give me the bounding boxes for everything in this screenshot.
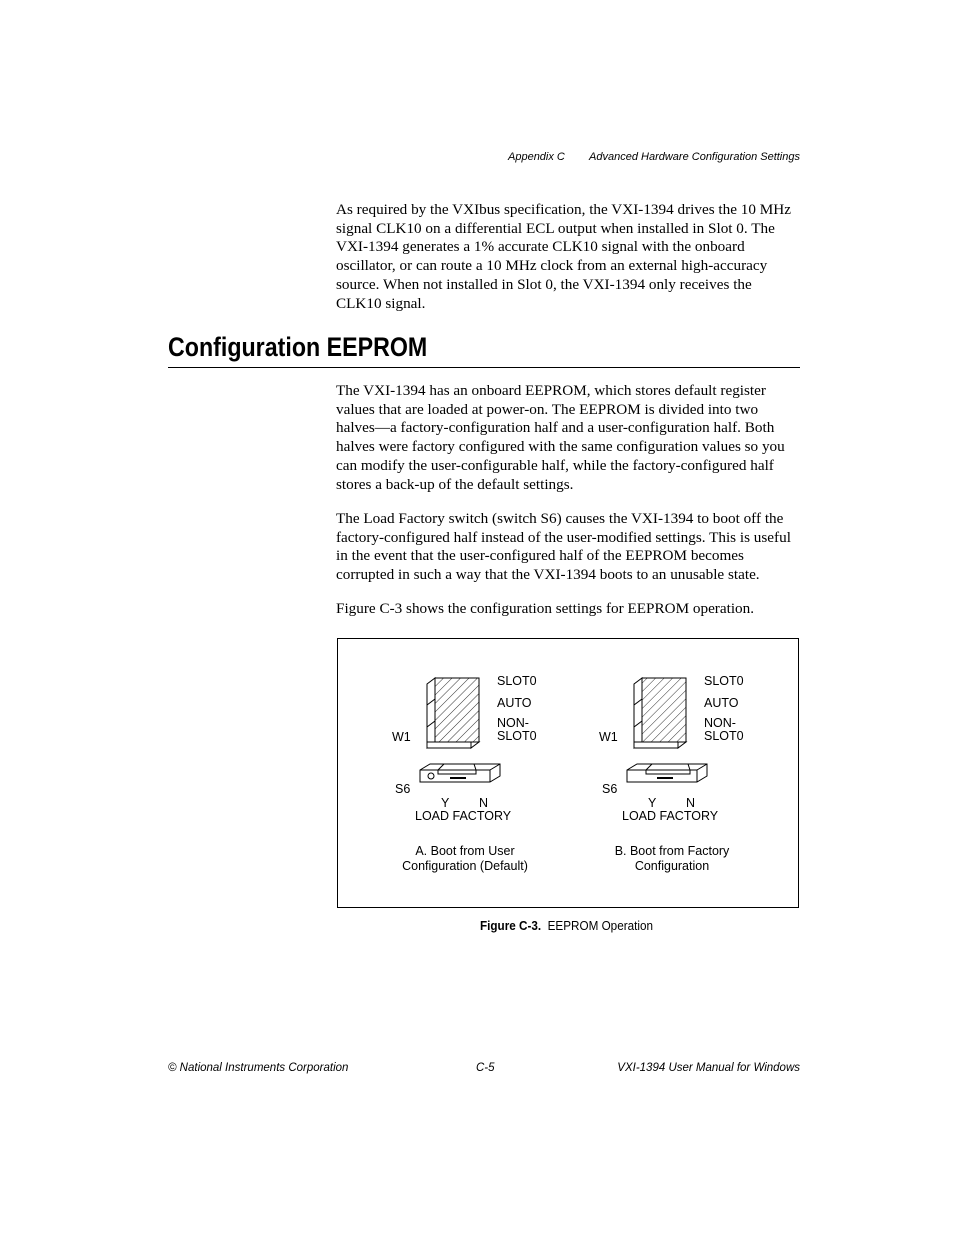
left-label-y: Y — [441, 796, 450, 810]
section-title: Configuration EEPROM — [168, 332, 428, 362]
right-label-y: Y — [648, 796, 657, 810]
right-label-nonslot0: SLOT0 — [704, 729, 744, 743]
right-subcaption-line2: Configuration — [634, 859, 710, 873]
left-label-nonslot0: SLOT0 — [497, 729, 537, 743]
jumper-w1-left — [427, 678, 479, 748]
header-chapter-title: Advanced Hardware Configuration Settings — [589, 151, 800, 163]
header-appendix: Appendix C — [508, 151, 565, 163]
right-label-non: NON- — [704, 716, 736, 730]
right-label-auto: AUTO — [704, 696, 739, 710]
right-label-s6: S6 — [602, 782, 618, 796]
switch-s6-left — [420, 764, 500, 782]
right-label-w1: W1 — [599, 730, 618, 744]
paragraph-figure-ref: Figure C-3 shows the configuration settings for EEPROM operation. — [336, 600, 755, 617]
left-label-auto: AUTO — [497, 696, 532, 710]
switch-s6-right — [627, 764, 707, 782]
footer-page-number: C-5 — [476, 1062, 495, 1074]
footer-manual-title: VXI-1394 User Manual for Windows — [617, 1062, 800, 1074]
paragraph-eeprom-intro: The VXI-1394 has an onboard EEPROM, which stores default register values that are loaded at power-on. The EEPROM is divided into two halves—a factory-configuration half and a user-configuration half. Both halves were factory configured with the same configuration values so you can modify the user-configurable half, while the factory-configured half stores a back-up of the default settings. — [336, 382, 785, 493]
footer-copyright: © National Instruments Corporation — [168, 1062, 349, 1074]
right-subcaption-line1: B. Boot from Factory — [614, 844, 730, 858]
figure-caption — [480, 918, 653, 933]
left-label-n: N — [479, 796, 489, 810]
figure-eeprom-operation — [337, 638, 799, 908]
section-rule — [168, 367, 800, 368]
left-label-load-factory: LOAD FACTORY — [415, 809, 512, 823]
left-subcaption-line2: Configuration (Default) — [402, 859, 528, 873]
right-label-load-factory: LOAD FACTORY — [622, 809, 719, 823]
right-label-n: N — [686, 796, 696, 810]
left-label-non: NON- — [497, 716, 529, 730]
paragraph-clk10: As required by the VXIbus specification, the VXI-1394 drives the 10 MHz signal CLK10 on a differential ECL output when installed in Slot 0. The VXI-1394 generates a 1% accurate CLK10 signal with the onboard oscillator, or can route a 10 MHz clock from an external high-accuracy source. When not installed in Slot 0, the VXI-1394 only receives the CLK10 signal. — [336, 201, 791, 312]
left-label-w1: W1 — [392, 730, 411, 744]
paragraph-load-factory: The Load Factory switch (switch S6) causes the VXI-1394 to boot off the factory-configured half instead of the user-modified settings. This is useful in the event that the user-configured half of the EEPROM becomes corrupted in such a way that the VXI-1394 boots to an unusable state. — [336, 510, 791, 584]
left-subcaption-line1: A. Boot from User — [415, 844, 515, 858]
figure-caption-label: Figure C-3. — [480, 918, 542, 933]
jumper-w1-right — [634, 678, 686, 748]
right-label-slot0: SLOT0 — [704, 674, 744, 688]
figure-caption-text: EEPROM Operation — [547, 918, 653, 933]
left-label-slot0: SLOT0 — [497, 674, 537, 688]
left-label-s6: S6 — [395, 782, 411, 796]
